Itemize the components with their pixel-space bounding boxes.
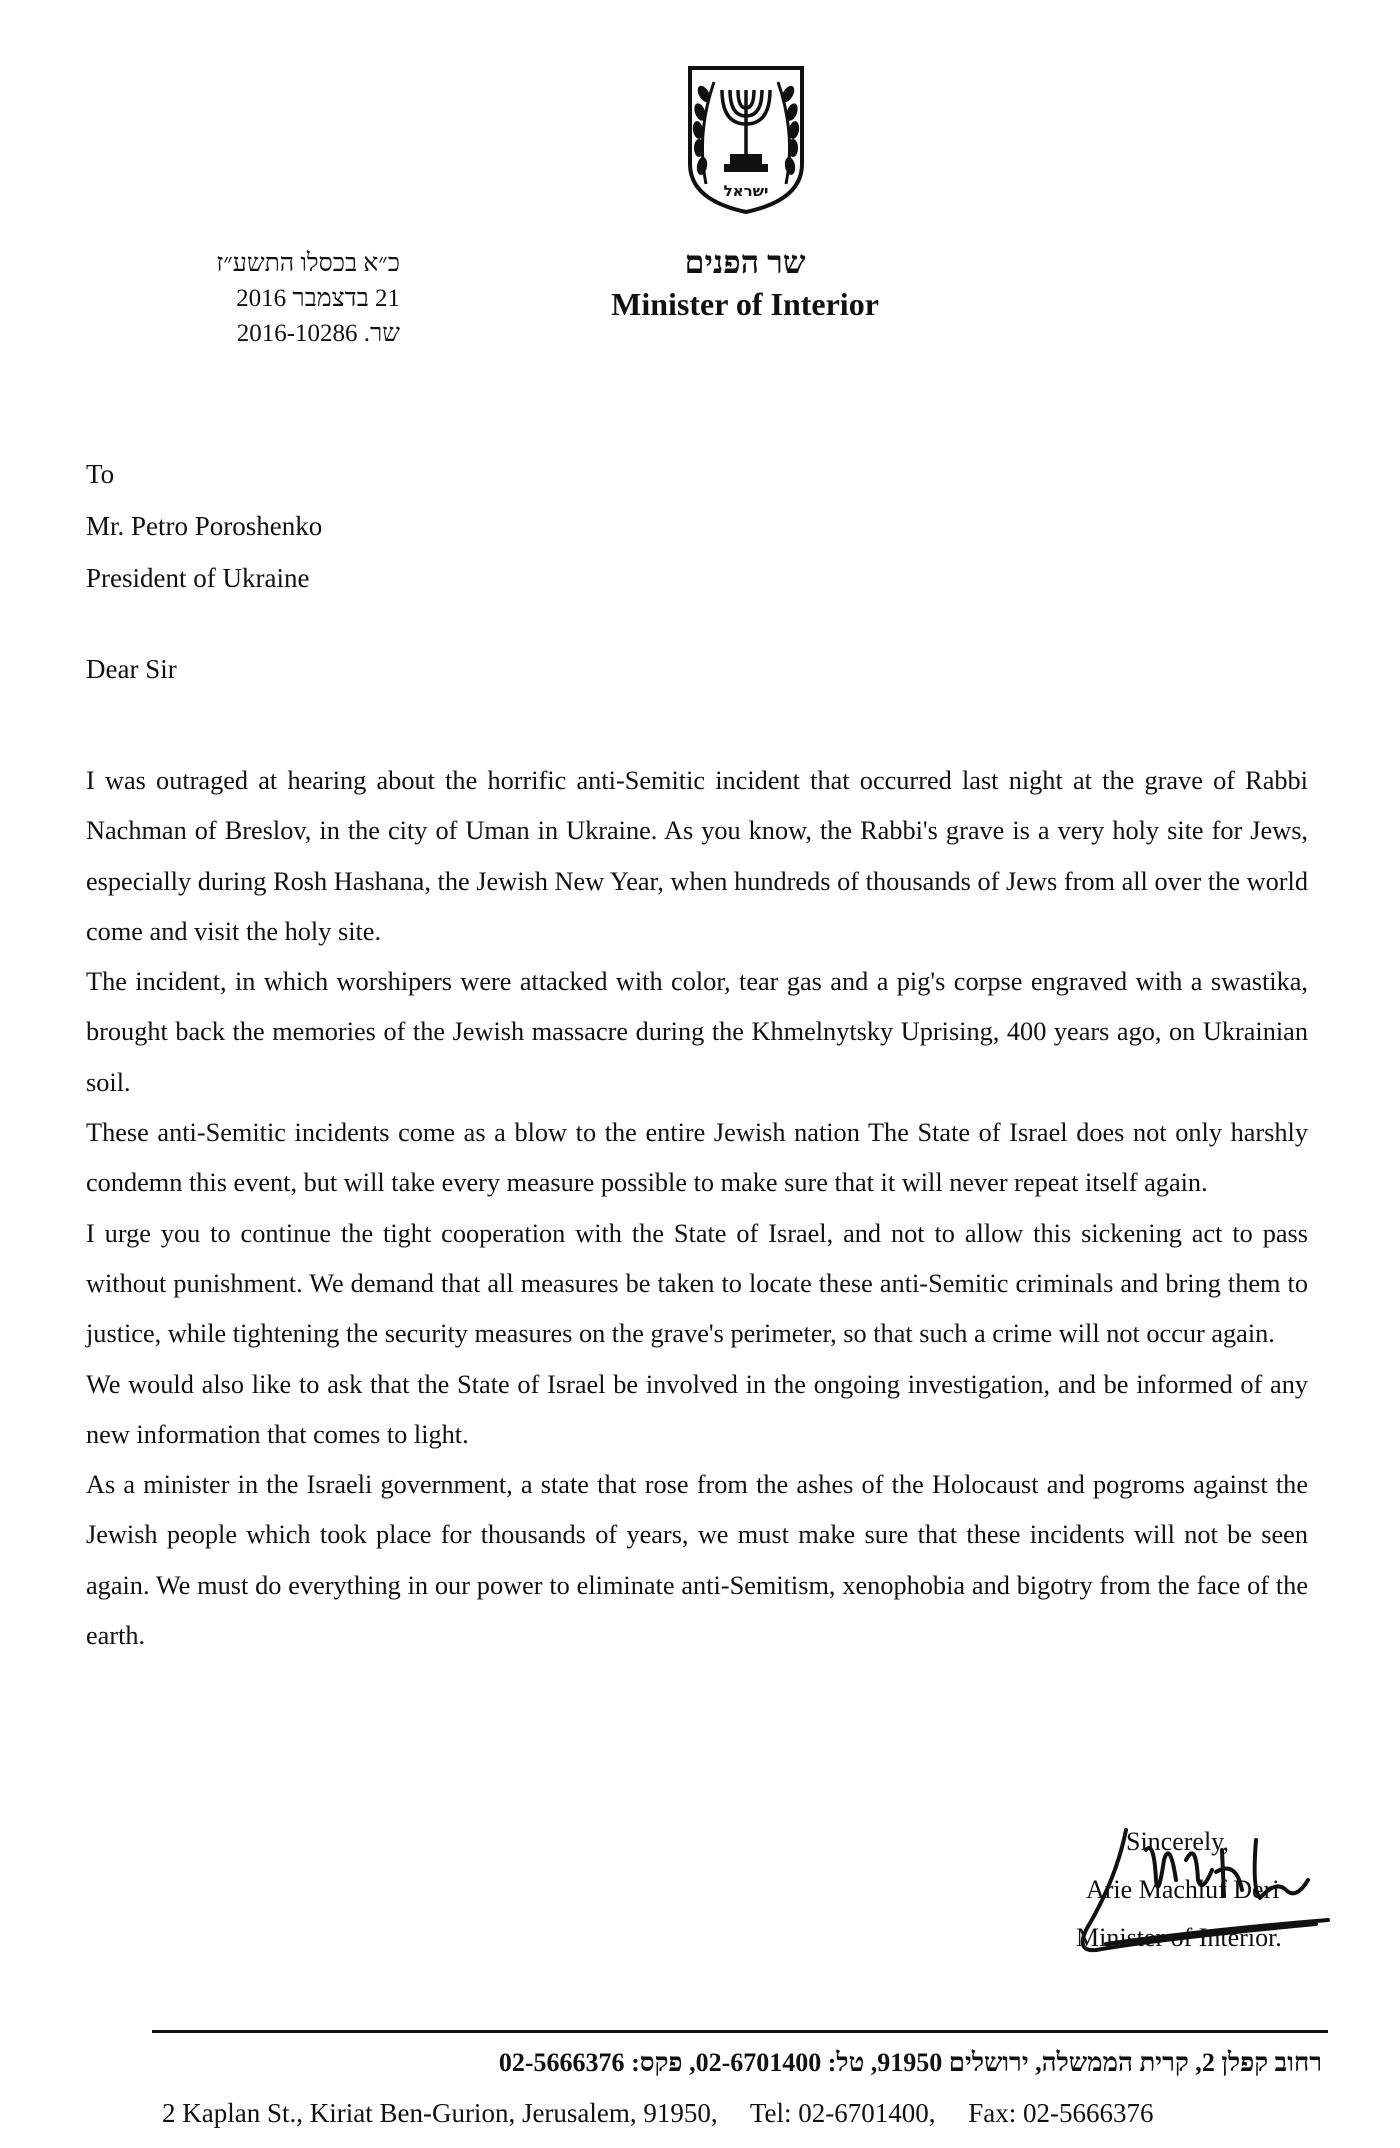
footer-telephone: Tel: 02-6701400, [749, 2098, 936, 2128]
handwritten-signature [1046, 1820, 1336, 1970]
addressee-title: President of Ukraine [86, 563, 310, 593]
salutation: Dear Sir [86, 654, 177, 684]
footer-address-hebrew: רחוב קפלן 2, קרית הממשלה, ירושלים 91950, טל: 02-6701400, פקס: 02-5666376 [498, 2048, 1322, 2077]
signatory-title: Minister of Interior. [1076, 1923, 1282, 1952]
body-paragraph: As a minister in the Israeli government, a state that rose from the ashes of the Holocaust and pogroms against the Jewish people which took place for thousands of years, we must make sure that these incidents will not be seen again. We must do everything in our power to eliminate anti-Semitism, xenophobia and bigotry from the face of the earth. [86, 1470, 1308, 1651]
office-title-english: Minister of Interior [611, 286, 879, 322]
addressee-block [86, 448, 322, 604]
body-paragraph: I was outraged at hearing about the horrific anti-Semitic incident that occurred last night at the grave of Rabbi Nachman of Breslov, in the city of Uman in Ukraine. As you know, the Rabbi's grave is a very holy site for Jews, especially during Rosh Hashana, the Jewish New Year, when hundreds of thousands of Jews from all over the world come and visit the holy site. [86, 766, 1308, 946]
gregorian-date: 21 בדצמבר 2016 [236, 285, 400, 312]
state-emblem-icon [684, 64, 808, 216]
letter-body [86, 756, 1308, 1661]
letterhead-office [560, 242, 930, 326]
addressee-name: Mr. Petro Poroshenko [86, 511, 323, 541]
footer-divider [152, 2030, 1328, 2033]
signatory-name: Arie Machluf Deri [1086, 1875, 1280, 1904]
footer-fax: Fax: 02-5666376 [968, 2098, 1154, 2128]
hebrew-date: כ״א בכסלו התשע״ז [216, 250, 400, 277]
emblem-label: ישראל [723, 182, 769, 200]
reference-number: שר. 2016-10286 [236, 320, 400, 347]
sign-off: Sincerely, [1126, 1827, 1229, 1856]
office-title-hebrew: שר הפנים [684, 244, 806, 280]
footer-street-address: 2 Kaplan St., Kiriat Ben-Gurion, Jerusalem, 91950, [162, 2098, 718, 2128]
letter-date-block [170, 246, 400, 351]
addressee-to: To [86, 459, 115, 489]
body-paragraph: I urge you to continue the tight cooperation with the State of Israel, and not to allow this sickening act to pass without punishment. We demand that all measures be taken to locate these anti-Semitic criminals and bring them to justice, while tightening the security measures on the grave's perimeter, so that such a crime will not occur again. [86, 1218, 1308, 1349]
body-paragraph: These anti-Semitic incidents come as a blow to the entire Jewish nation The State of Israel does not only harshly condemn this event, but will take every measure possible to make sure that it will never repeat itself again. [86, 1118, 1308, 1198]
body-paragraph: We would also like to ask that the State of Israel be involved in the ongoing investigation, and be informed of any new information that comes to light. [86, 1369, 1308, 1449]
body-paragraph: The incident, in which worshipers were attacked with color, tear gas and a pig's corpse engraved with a swastika, brought back the memories of the Jewish massacre during the Khmelnytsky Uprising, 400 years ago, on Ukrainian soil. [86, 967, 1308, 1097]
footer-address-english [162, 2098, 1322, 2129]
